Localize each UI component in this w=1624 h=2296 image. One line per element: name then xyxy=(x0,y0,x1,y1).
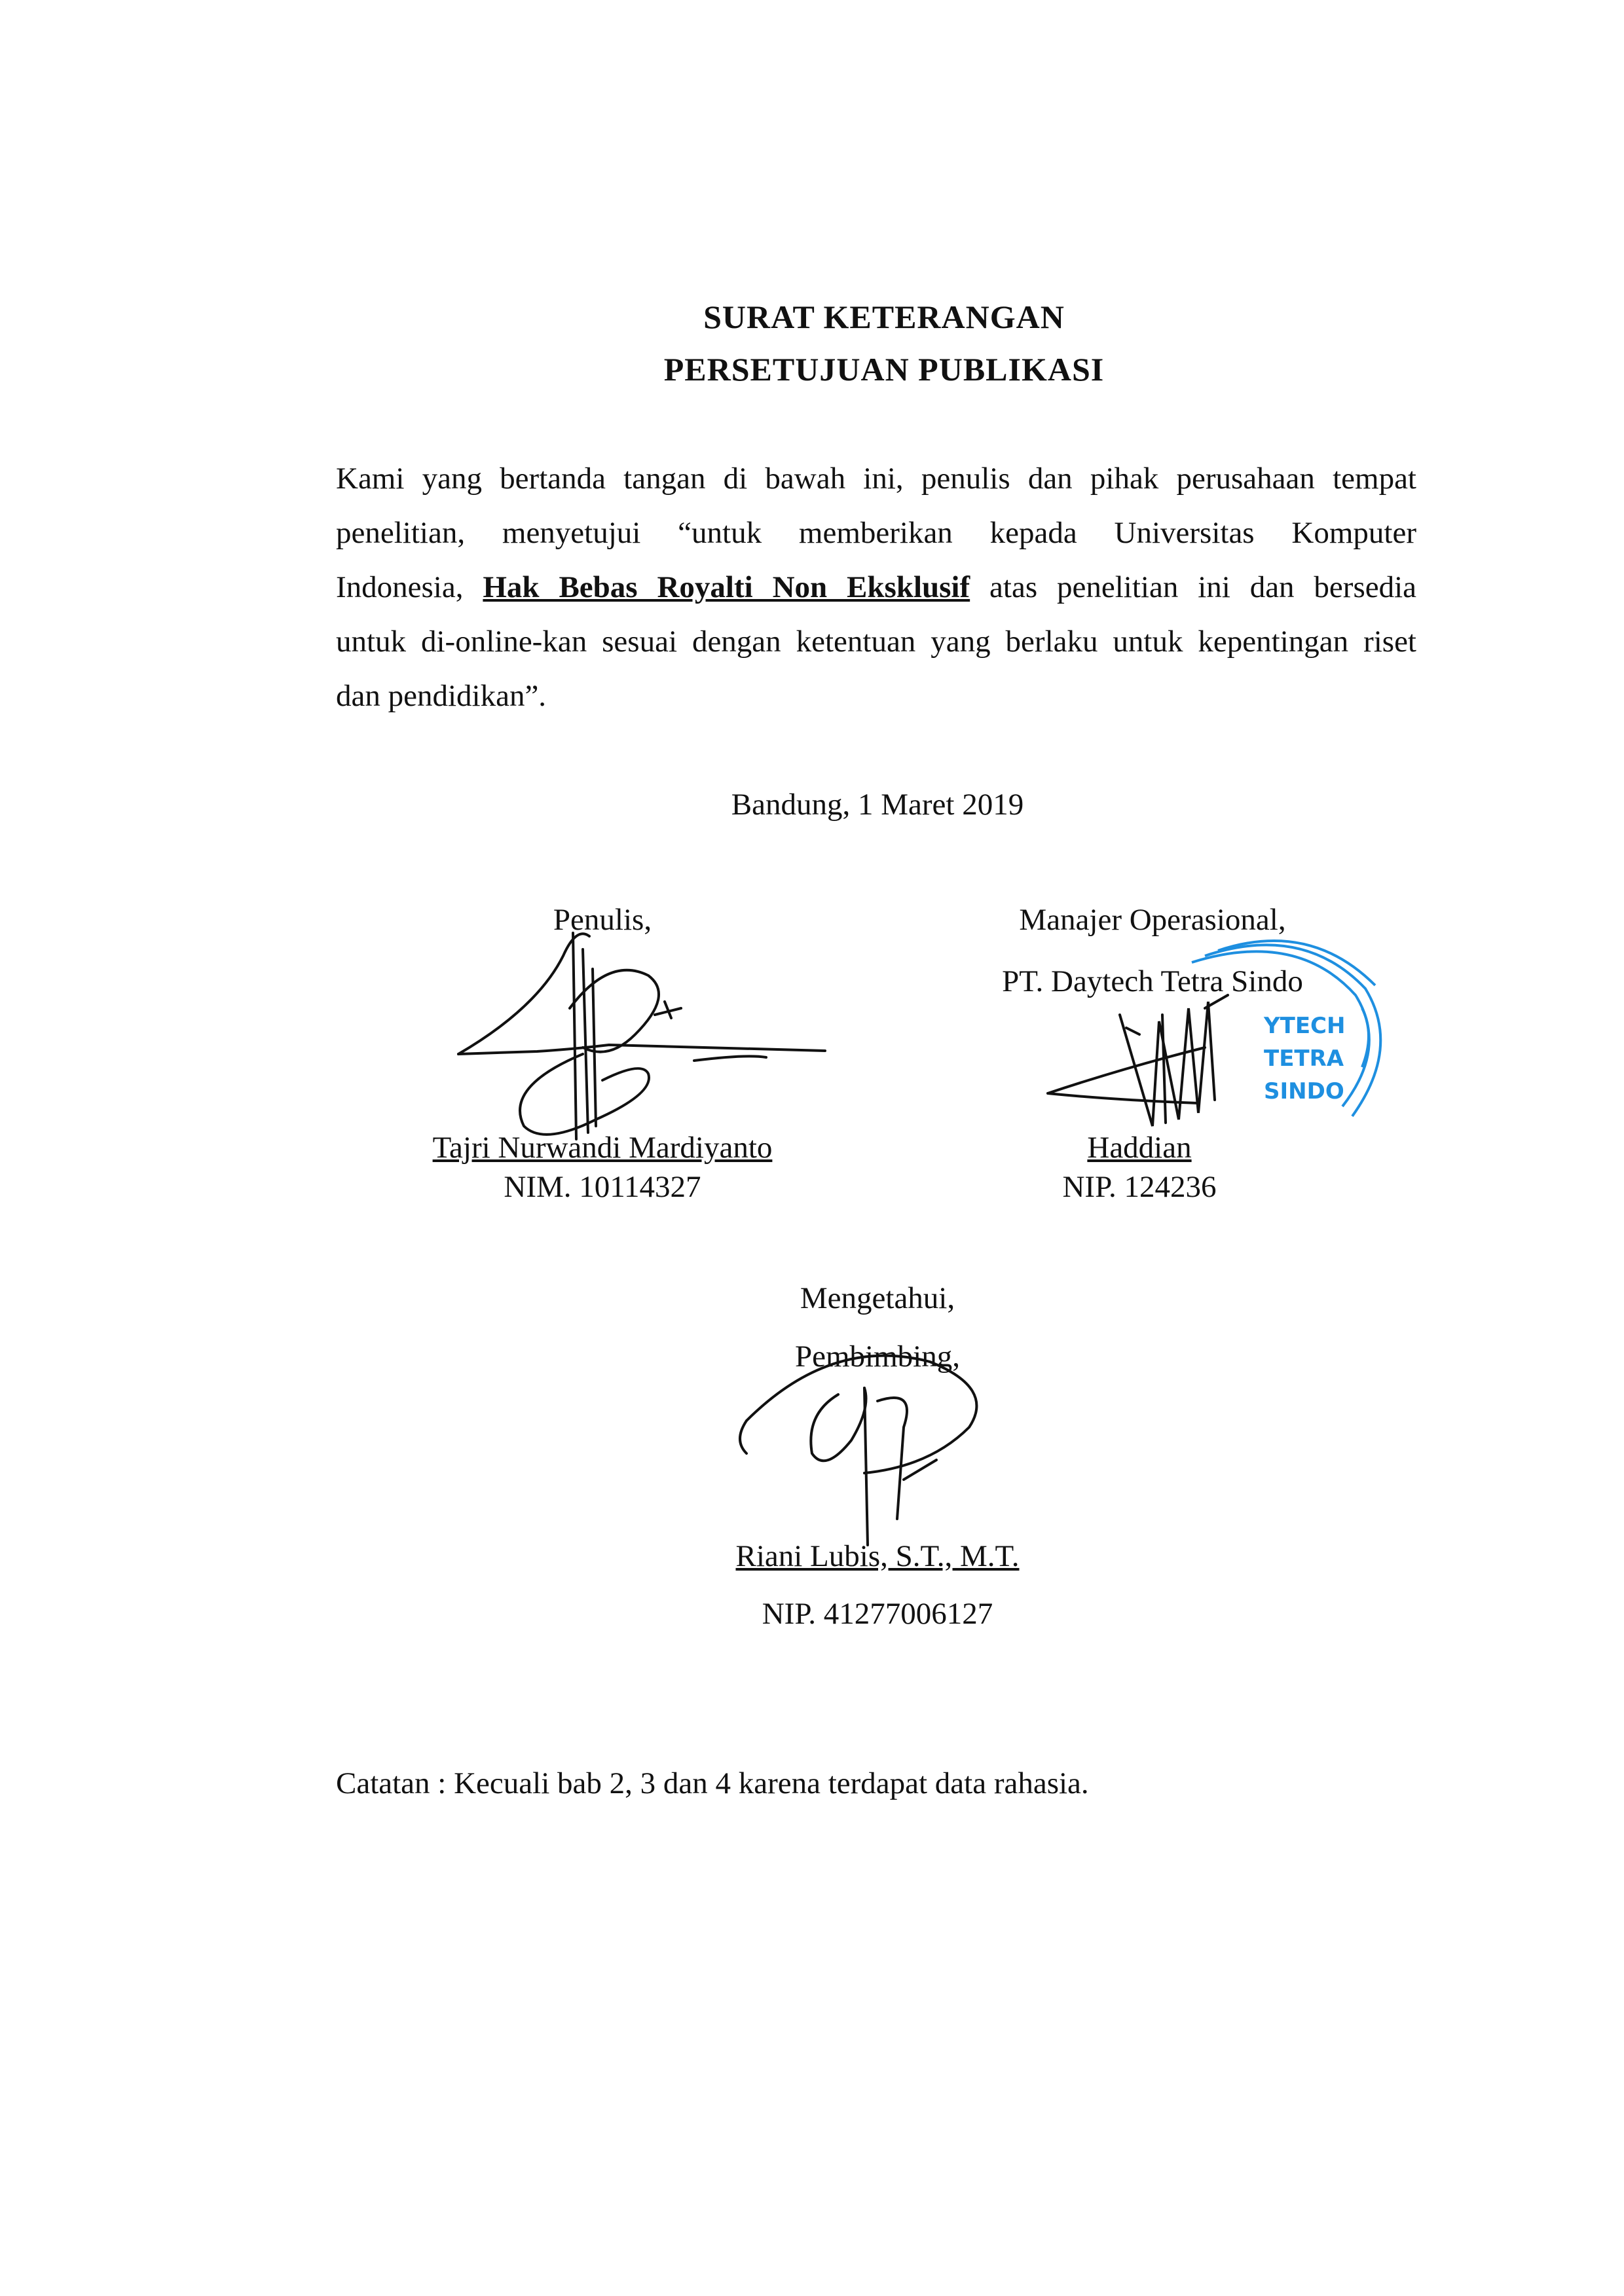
advisor-role: Pembimbing, xyxy=(795,1339,960,1374)
right-signatory-name: Haddian xyxy=(1087,1131,1192,1165)
paragraph-line-4: untuk di-online-kan sesuai dengan ketentuan yang berlaku untuk kepentingan riset xyxy=(336,625,1416,659)
left-signatory-id: NIM. 10114327 xyxy=(504,1170,701,1204)
paragraph-line-1: Kami yang bertanda tangan di bawah ini, penulis dan pihak perusahaan tempat xyxy=(336,462,1416,496)
company-name: PT. Daytech Tetra Sindo xyxy=(1002,964,1303,998)
body-paragraph xyxy=(336,452,1416,723)
advisor-name: Riani Lubis, S.T., M.T. xyxy=(735,1539,1020,1573)
stamp-text-3: SINDO xyxy=(1264,1078,1344,1104)
place-date: Bandung, 1 Maret 2019 xyxy=(731,788,1024,822)
advisor-signature xyxy=(733,1349,1022,1558)
advisor-id: NIP. 41277006127 xyxy=(762,1597,993,1631)
royalty-free-term: Hak Bebas Royalti Non Eksklusif xyxy=(483,570,970,604)
author-signature xyxy=(458,930,851,1139)
paragraph-line-3-prefix: Indonesia, xyxy=(336,570,464,604)
paragraph-line-2: penelitian, menyetujui “untuk memberikan kepada Universitas Komputer xyxy=(336,516,1416,550)
left-signatory-role: Penulis, xyxy=(553,903,652,937)
manager-signature xyxy=(1048,969,1323,1139)
document-subtitle: PERSETUJUAN PUBLIKASI xyxy=(663,351,1105,388)
right-signatory-role: Manajer Operasional, xyxy=(1019,903,1286,937)
document-title: SURAT KETERANGAN xyxy=(703,299,1065,335)
acknowledge-label: Mengetahui, xyxy=(800,1281,955,1315)
paragraph-line-3 xyxy=(336,560,1416,615)
paragraph-line-3-suffix: atas penelitian ini dan bersedia xyxy=(989,570,1417,604)
paragraph-line-5: dan pendidikan”. xyxy=(336,679,547,713)
stamp-text-1: YTECH xyxy=(1264,1013,1346,1039)
footnote: Catatan : Kecuali bab 2, 3 dan 4 karena terdapat data rahasia. xyxy=(336,1766,1089,1800)
right-signatory-id: NIP. 124236 xyxy=(1062,1170,1217,1204)
left-signatory-name: Tajri Nurwandi Mardiyanto xyxy=(432,1131,773,1165)
stamp-text-2: TETRA xyxy=(1264,1046,1344,1072)
